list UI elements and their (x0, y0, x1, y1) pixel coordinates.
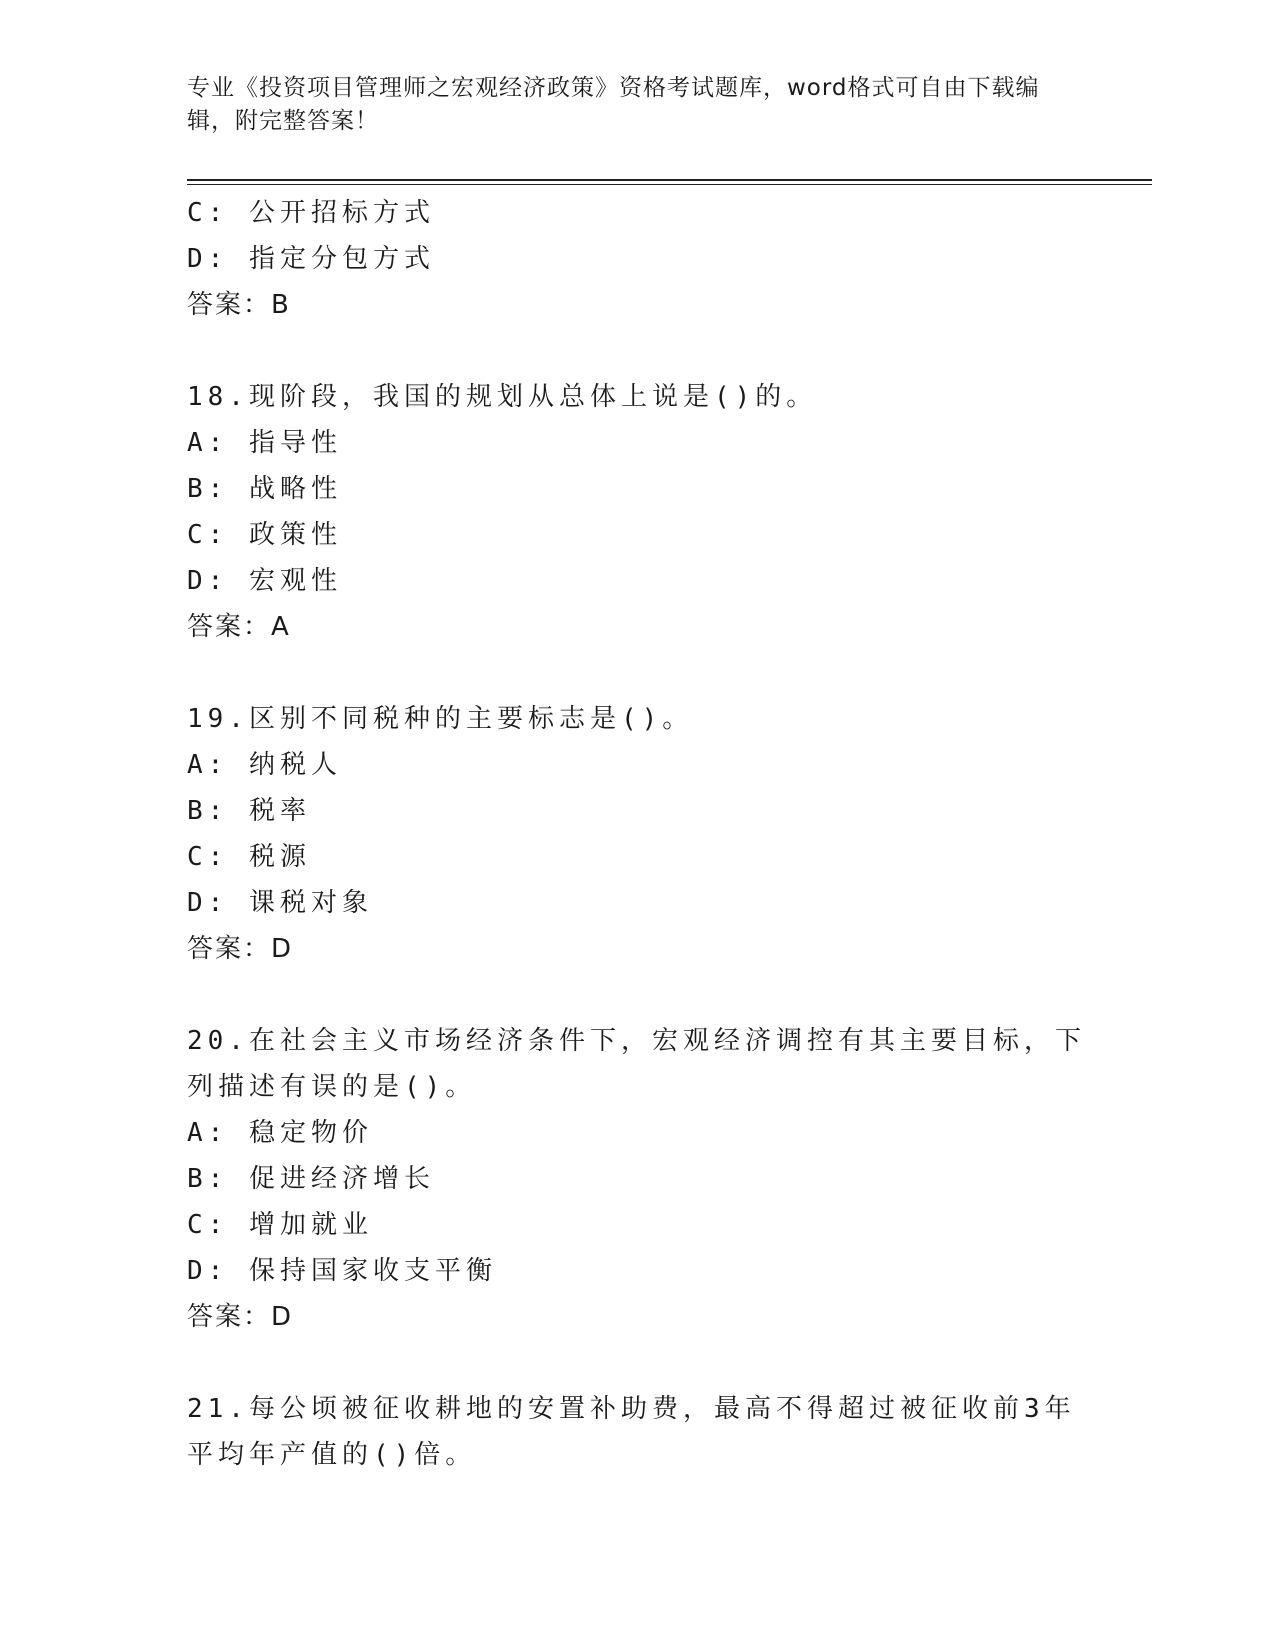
option-c: C: 增加就业 (187, 1210, 373, 1240)
question-18: 18.现阶段，我国的规划从总体上说是()的。 (187, 382, 818, 412)
option-a: A: 纳税人 (187, 750, 342, 780)
answer-line: 答案：A (187, 612, 291, 642)
option-d: D: 宏观性 (187, 566, 342, 596)
answer-line: 答案：D (187, 934, 294, 964)
option-d: D: 课税对象 (187, 888, 373, 918)
spacer (187, 972, 1087, 1018)
header-rule-thick (187, 179, 1152, 181)
question-content (187, 190, 1087, 1478)
spacer (187, 1340, 1087, 1386)
option-d: D: 指定分包方式 (187, 244, 435, 274)
option-c: C: 税源 (187, 842, 311, 872)
spacer (187, 650, 1087, 696)
question-20: 20.在社会主义市场经济条件下，宏观经济调控有其主要目标，下列描述有误的是()。 (187, 1026, 1086, 1102)
question-21: 21.每公顷被征收耕地的安置补助费，最高不得超过被征收前3年平均年产值的()倍。 (187, 1394, 1076, 1470)
option-b: B: 战略性 (187, 474, 342, 504)
option-c: C: 政策性 (187, 520, 342, 550)
spacer (187, 328, 1087, 374)
answer-line: 答案：B (187, 290, 291, 320)
option-a: A: 指导性 (187, 428, 342, 458)
option-c: C: 公开招标方式 (187, 198, 435, 228)
option-a: A: 稳定物价 (187, 1118, 373, 1148)
header-rule-thin (187, 184, 1152, 185)
question-19: 19.区别不同税种的主要标志是()。 (187, 704, 694, 734)
option-b: B: 税率 (187, 796, 311, 826)
option-b: B: 促进经济增长 (187, 1164, 435, 1194)
answer-line: 答案：D (187, 1302, 294, 1332)
document-header: 专业《投资项目管理师之宏观经济政策》资格考试题库，word格式可自由下载编辑，附完整答案！ (187, 75, 1040, 134)
option-d: D: 保持国家收支平衡 (187, 1256, 497, 1286)
